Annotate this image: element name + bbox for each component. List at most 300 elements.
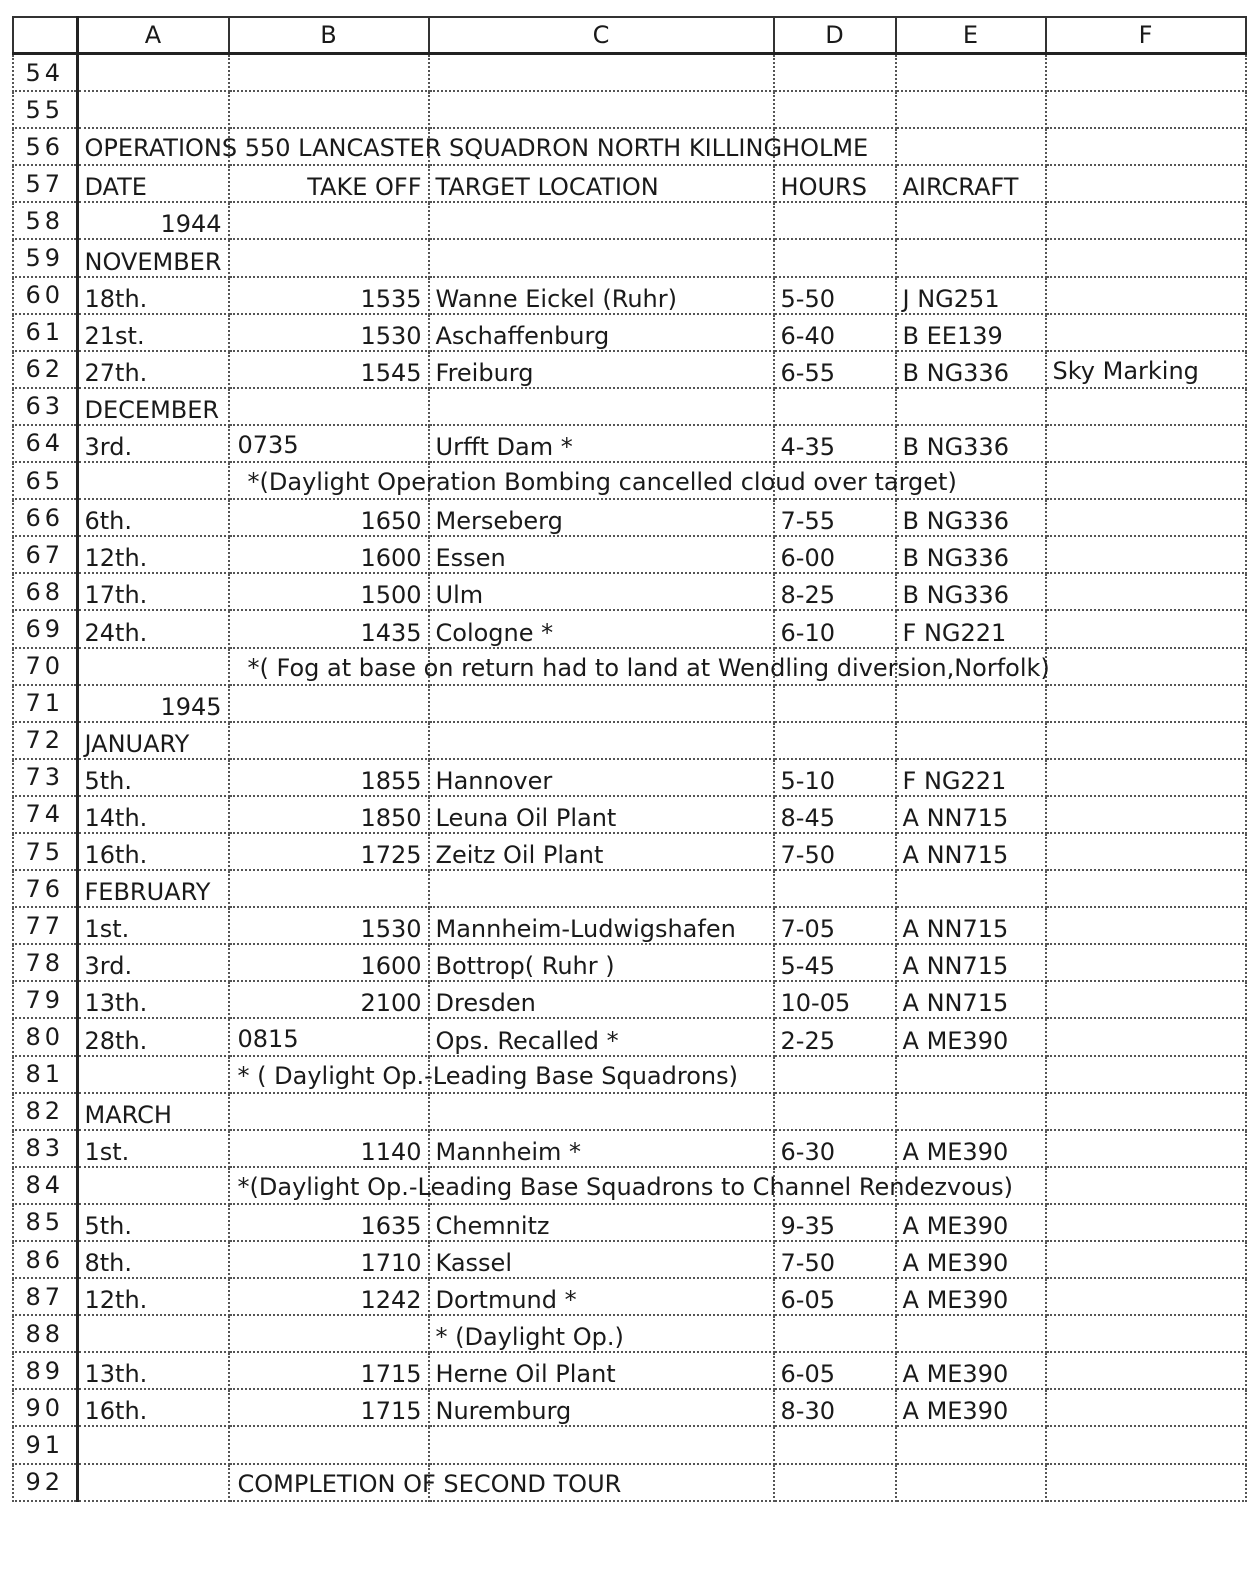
cell-d[interactable]	[774, 1278, 896, 1315]
cell-a[interactable]	[77, 314, 229, 351]
cell-e[interactable]	[896, 685, 1046, 722]
cell-c[interactable]	[429, 1130, 774, 1167]
cell-e[interactable]	[896, 1056, 1046, 1093]
cell-f[interactable]	[1046, 277, 1246, 314]
cell-e[interactable]	[896, 1464, 1046, 1501]
cell-c[interactable]	[429, 796, 774, 833]
cell-text: Sky Marking	[1052, 356, 1199, 385]
cell-b[interactable]	[229, 648, 1050, 685]
cell-b[interactable]	[229, 277, 429, 314]
cell-e[interactable]	[896, 833, 1046, 870]
cell-b[interactable]	[229, 1093, 429, 1130]
cell-b[interactable]	[229, 425, 429, 462]
row-number[interactable]: 68	[13, 573, 77, 610]
cell-d[interactable]	[774, 314, 896, 351]
row-number[interactable]: 87	[13, 1278, 77, 1315]
cell-d[interactable]	[774, 165, 896, 202]
cell-a[interactable]	[77, 1389, 229, 1426]
cell-a[interactable]	[77, 462, 229, 499]
cell-e[interactable]	[896, 981, 1046, 1018]
cell-text: 1500	[360, 581, 422, 610]
cell-b[interactable]	[229, 796, 429, 833]
cell-a[interactable]	[77, 239, 229, 276]
cell-a[interactable]	[77, 1241, 229, 1278]
cell-a[interactable]	[77, 1130, 229, 1167]
cell-text: A ME390	[902, 1212, 1009, 1240]
cell-c[interactable]	[429, 1389, 774, 1426]
cell-b[interactable]	[229, 1018, 429, 1055]
cell-d[interactable]	[774, 944, 896, 981]
cell-d[interactable]	[774, 907, 896, 944]
cell-a[interactable]	[77, 573, 229, 610]
cell-c[interactable]	[429, 1352, 774, 1389]
cell-a[interactable]	[77, 1315, 229, 1352]
cell-e[interactable]	[896, 944, 1046, 981]
cell-c[interactable]	[429, 759, 774, 796]
cell-d[interactable]	[774, 1241, 896, 1278]
cell-e[interactable]	[896, 1426, 1046, 1463]
cell-a[interactable]	[77, 536, 229, 573]
cell-b[interactable]	[229, 1315, 429, 1352]
cell-c[interactable]	[429, 314, 774, 351]
cell-f[interactable]	[1046, 1241, 1246, 1278]
cell-d[interactable]	[774, 796, 896, 833]
cell-b[interactable]	[229, 1241, 429, 1278]
cell-c[interactable]	[429, 907, 774, 944]
cell-c[interactable]	[429, 610, 774, 647]
cell-b[interactable]	[229, 1167, 1013, 1204]
cell-c[interactable]	[429, 388, 774, 425]
row-number[interactable]: 91	[13, 1426, 77, 1463]
cell-c[interactable]	[429, 91, 774, 128]
cell-d[interactable]	[774, 833, 896, 870]
cell-e[interactable]	[896, 388, 1046, 425]
cell-f[interactable]	[1046, 314, 1246, 351]
cell-d[interactable]	[774, 610, 896, 647]
cell-text: A NN715	[902, 841, 1009, 870]
column-header-d[interactable]: D	[774, 17, 896, 54]
cell-a[interactable]	[77, 128, 869, 165]
cell-a[interactable]	[77, 722, 229, 759]
cell-b[interactable]	[229, 1352, 429, 1389]
cell-d[interactable]	[774, 1315, 896, 1352]
cell-a[interactable]	[77, 54, 229, 92]
cell-a[interactable]	[77, 165, 229, 202]
cell-e[interactable]	[896, 573, 1046, 610]
cell-f[interactable]	[1046, 91, 1246, 128]
cell-text: 14th.	[84, 803, 148, 832]
cell-d[interactable]	[774, 870, 896, 907]
column-header-e[interactable]: E	[896, 17, 1046, 54]
cell-e[interactable]	[896, 796, 1046, 833]
cell-b[interactable]	[229, 722, 429, 759]
cell-b[interactable]	[229, 833, 429, 870]
cell-text: 8th.	[84, 1249, 133, 1278]
cell-f[interactable]	[1046, 128, 1246, 165]
cell-c[interactable]	[429, 351, 774, 388]
row-number[interactable]: 85	[13, 1204, 77, 1241]
row-number[interactable]: 82	[13, 1093, 77, 1130]
cell-b[interactable]	[229, 239, 429, 276]
row-number[interactable]: 80	[13, 1018, 77, 1055]
cell-b[interactable]	[229, 202, 429, 239]
row-number[interactable]: 71	[13, 685, 77, 722]
cell-e[interactable]	[896, 610, 1046, 647]
row-number[interactable]: 92	[13, 1464, 77, 1501]
cell-e[interactable]	[896, 759, 1046, 796]
row-number[interactable]: 64	[13, 425, 77, 462]
cell-f[interactable]	[1046, 1464, 1246, 1501]
cell-d[interactable]	[774, 91, 896, 128]
cell-b[interactable]	[229, 759, 429, 796]
cell-d[interactable]	[774, 54, 896, 92]
cell-e[interactable]	[896, 1204, 1046, 1241]
cell-e[interactable]	[896, 1315, 1046, 1352]
cell-e[interactable]	[896, 499, 1046, 536]
cell-c[interactable]	[429, 1018, 774, 1055]
cell-f[interactable]	[1046, 796, 1246, 833]
cell-e[interactable]	[896, 54, 1046, 92]
cell-text: A NN715	[902, 915, 1009, 944]
cell-a[interactable]	[77, 425, 229, 462]
cell-f[interactable]	[1046, 722, 1246, 759]
cell-a[interactable]	[77, 1093, 229, 1130]
cell-c[interactable]	[429, 833, 774, 870]
cell-a[interactable]	[77, 610, 229, 647]
cell-text: A NN715	[902, 803, 1009, 832]
cell-a[interactable]	[77, 1056, 229, 1093]
cell-d[interactable]	[774, 1018, 896, 1055]
column-header-b[interactable]: B	[229, 17, 429, 54]
cell-e[interactable]	[896, 1241, 1046, 1278]
cell-d[interactable]	[774, 573, 896, 610]
cell-d[interactable]	[774, 1464, 896, 1501]
cell-a[interactable]	[77, 870, 229, 907]
cell-d[interactable]	[774, 722, 896, 759]
cell-e[interactable]	[896, 907, 1046, 944]
cell-f[interactable]	[1046, 1056, 1246, 1093]
cell-f[interactable]	[1046, 1389, 1246, 1426]
cell-f[interactable]	[1046, 1204, 1246, 1241]
cell-e[interactable]	[896, 165, 1046, 202]
cell-text: B NG336	[902, 358, 1009, 387]
cell-text: 0735	[237, 431, 299, 460]
cell-d[interactable]	[774, 425, 896, 462]
row-number[interactable]: 61	[13, 314, 77, 351]
cell-text: 1530	[360, 321, 422, 350]
cell-a[interactable]	[77, 759, 229, 796]
cell-a[interactable]	[77, 1352, 229, 1389]
row-number[interactable]: 73	[13, 759, 77, 796]
cell-f[interactable]	[1046, 833, 1246, 870]
row-number[interactable]: 58	[13, 202, 77, 239]
cell-a[interactable]	[77, 499, 229, 536]
cell-f[interactable]	[1046, 573, 1246, 610]
cell-a[interactable]	[77, 1018, 229, 1055]
cell-c[interactable]	[429, 573, 774, 610]
cell-text: Leuna Oil Plant	[435, 803, 617, 832]
cell-text: 5-45	[780, 952, 835, 981]
cell-c[interactable]	[429, 1278, 774, 1315]
cell-f[interactable]	[1046, 388, 1246, 425]
cell-c[interactable]	[429, 981, 774, 1018]
cell-c[interactable]	[429, 1426, 774, 1463]
cell-f[interactable]	[1046, 1352, 1246, 1389]
row-number[interactable]: 55	[13, 91, 77, 128]
select-all-corner[interactable]	[13, 17, 77, 54]
cell-f[interactable]	[1046, 499, 1246, 536]
cell-e[interactable]	[896, 239, 1046, 276]
cell-b[interactable]	[229, 907, 429, 944]
cell-e[interactable]	[896, 91, 1046, 128]
cell-c[interactable]	[429, 425, 774, 462]
row-number[interactable]: 76	[13, 870, 77, 907]
cell-text: * (Daylight Op.)	[435, 1323, 624, 1352]
cell-c[interactable]	[429, 536, 774, 573]
cell-e[interactable]	[896, 1278, 1046, 1315]
cell-a[interactable]	[77, 1464, 229, 1501]
cell-c[interactable]	[429, 944, 774, 981]
cell-f[interactable]	[1046, 759, 1246, 796]
cell-b[interactable]	[229, 1278, 429, 1315]
cell-b[interactable]	[229, 536, 429, 573]
cell-f[interactable]	[1046, 648, 1246, 685]
row-number[interactable]: 70	[13, 648, 77, 685]
row-number[interactable]: 62	[13, 351, 77, 388]
cell-text: Herne Oil Plant	[435, 1360, 616, 1389]
cell-c[interactable]	[429, 870, 774, 907]
row-number[interactable]: 65	[13, 462, 77, 499]
cell-b[interactable]	[229, 1389, 429, 1426]
cell-f[interactable]	[1046, 944, 1246, 981]
cell-d[interactable]	[774, 1389, 896, 1426]
cell-text: 1140	[360, 1137, 422, 1166]
cell-f[interactable]	[1046, 907, 1246, 944]
cell-f[interactable]	[1046, 54, 1246, 92]
cell-f[interactable]	[1046, 425, 1246, 462]
sheet-row	[13, 1204, 1246, 1241]
row-number[interactable]: 84	[13, 1167, 77, 1204]
cell-d[interactable]	[774, 536, 896, 573]
sheet-body	[13, 54, 1246, 1501]
cell-c[interactable]	[429, 1093, 774, 1130]
cell-f[interactable]	[1046, 981, 1246, 1018]
row-number[interactable]: 78	[13, 944, 77, 981]
column-header-f[interactable]: F	[1046, 17, 1246, 54]
sheet-row	[13, 499, 1246, 536]
row-number[interactable]: 60	[13, 277, 77, 314]
cell-text: 6-05	[780, 1360, 835, 1389]
cell-a[interactable]	[77, 202, 229, 239]
cell-a[interactable]	[77, 1167, 229, 1204]
row-number[interactable]: 83	[13, 1130, 77, 1167]
row-number[interactable]: 89	[13, 1352, 77, 1389]
cell-a[interactable]	[77, 648, 229, 685]
cell-c[interactable]	[429, 499, 774, 536]
cell-b[interactable]	[229, 944, 429, 981]
cell-text: F NG221	[902, 618, 1007, 647]
cell-d[interactable]	[774, 981, 896, 1018]
cell-e[interactable]	[896, 128, 1046, 165]
cell-e[interactable]	[896, 1018, 1046, 1055]
cell-d[interactable]	[774, 1056, 896, 1093]
cell-c[interactable]	[429, 54, 774, 92]
row-number[interactable]: 88	[13, 1315, 77, 1352]
cell-c[interactable]	[429, 277, 774, 314]
cell-f[interactable]	[1046, 536, 1246, 573]
cell-e[interactable]	[896, 536, 1046, 573]
cell-b[interactable]	[229, 1056, 738, 1093]
cell-f[interactable]	[1046, 1426, 1246, 1463]
cell-b[interactable]	[229, 1130, 429, 1167]
cell-b[interactable]	[229, 462, 957, 499]
cell-d[interactable]	[774, 388, 896, 425]
cell-b[interactable]	[229, 870, 429, 907]
cell-d[interactable]	[774, 239, 896, 276]
cell-b[interactable]	[229, 981, 429, 1018]
cell-f[interactable]	[1046, 685, 1246, 722]
cell-d[interactable]	[774, 759, 896, 796]
cell-b[interactable]	[229, 1464, 622, 1501]
cell-d[interactable]	[774, 277, 896, 314]
cell-a[interactable]	[77, 1204, 229, 1241]
cell-text: 28th.	[84, 1026, 148, 1055]
row-number[interactable]: 63	[13, 388, 77, 425]
cell-f[interactable]	[1046, 1130, 1246, 1167]
cell-a[interactable]	[77, 685, 229, 722]
cell-f[interactable]	[1046, 202, 1246, 239]
cell-f[interactable]	[1046, 610, 1246, 647]
column-header-c[interactable]: C	[429, 17, 774, 54]
cell-d[interactable]	[774, 1426, 896, 1463]
cell-d[interactable]	[774, 202, 896, 239]
sheet-row	[13, 277, 1246, 314]
cell-a[interactable]	[77, 833, 229, 870]
cell-text: Ulm	[435, 581, 484, 610]
cell-e[interactable]	[896, 202, 1046, 239]
cell-c[interactable]	[429, 685, 774, 722]
cell-a[interactable]	[77, 1278, 229, 1315]
cell-a[interactable]	[77, 907, 229, 944]
cell-b[interactable]	[229, 165, 429, 202]
cell-c[interactable]	[429, 239, 774, 276]
cell-f[interactable]	[1046, 1278, 1246, 1315]
cell-b[interactable]	[229, 54, 429, 92]
cell-f[interactable]	[1046, 351, 1246, 388]
row-number[interactable]: 74	[13, 796, 77, 833]
row-number[interactable]: 90	[13, 1389, 77, 1426]
cell-c[interactable]	[429, 165, 774, 202]
cell-e[interactable]	[896, 1389, 1046, 1426]
cell-f[interactable]	[1046, 462, 1246, 499]
cell-text: 9-35	[780, 1212, 835, 1240]
cell-a[interactable]	[77, 981, 229, 1018]
cell-f[interactable]	[1046, 165, 1246, 202]
cell-text: 0815	[237, 1024, 299, 1053]
cell-e[interactable]	[896, 1352, 1046, 1389]
cell-e[interactable]	[896, 1093, 1046, 1130]
cell-a[interactable]	[77, 796, 229, 833]
cell-b[interactable]	[229, 351, 429, 388]
cell-text: 7-55	[780, 507, 835, 536]
cell-a[interactable]	[77, 91, 229, 128]
cell-d[interactable]	[774, 1093, 896, 1130]
cell-d[interactable]	[774, 685, 896, 722]
cell-c[interactable]	[429, 722, 774, 759]
cell-c[interactable]	[429, 1315, 774, 1352]
cell-b[interactable]	[229, 91, 429, 128]
cell-c[interactable]	[429, 202, 774, 239]
cell-b[interactable]	[229, 1204, 429, 1241]
row-number[interactable]: 75	[13, 833, 77, 870]
row-number[interactable]: 86	[13, 1241, 77, 1278]
row-number[interactable]: 77	[13, 907, 77, 944]
cell-e[interactable]	[896, 722, 1046, 759]
row-number[interactable]: 56	[13, 128, 77, 165]
cell-e[interactable]	[896, 870, 1046, 907]
row-number[interactable]: 57	[13, 165, 77, 202]
row-number[interactable]: 79	[13, 981, 77, 1018]
cell-b[interactable]	[229, 499, 429, 536]
cell-f[interactable]	[1046, 1167, 1246, 1204]
row-number[interactable]: 72	[13, 722, 77, 759]
cell-e[interactable]	[896, 1130, 1046, 1167]
cell-e[interactable]	[896, 314, 1046, 351]
row-number[interactable]: 59	[13, 239, 77, 276]
cell-a[interactable]	[77, 944, 229, 981]
cell-f[interactable]	[1046, 239, 1246, 276]
cell-d[interactable]	[774, 1130, 896, 1167]
cell-a[interactable]	[77, 1426, 229, 1463]
cell-text: B NG336	[902, 544, 1009, 573]
cell-b[interactable]	[229, 685, 429, 722]
cell-c[interactable]	[429, 1204, 774, 1241]
row-number[interactable]: 66	[13, 499, 77, 536]
cell-f[interactable]	[1046, 1093, 1246, 1130]
row-number[interactable]: 54	[13, 54, 77, 92]
cell-b[interactable]	[229, 314, 429, 351]
cell-b[interactable]	[229, 573, 429, 610]
cell-c[interactable]	[429, 1241, 774, 1278]
cell-f[interactable]	[1046, 1018, 1246, 1055]
column-header-a[interactable]: A	[77, 17, 229, 54]
row-number[interactable]: 81	[13, 1056, 77, 1093]
cell-d[interactable]	[774, 499, 896, 536]
cell-d[interactable]	[774, 1204, 896, 1241]
sheet-row	[13, 1426, 1246, 1463]
cell-b[interactable]	[229, 388, 429, 425]
cell-a[interactable]	[77, 388, 229, 425]
cell-text: 1535	[360, 284, 422, 313]
cell-b[interactable]	[229, 1426, 429, 1463]
cell-a[interactable]	[77, 351, 229, 388]
cell-e[interactable]	[896, 277, 1046, 314]
row-number[interactable]: 67	[13, 536, 77, 573]
cell-d[interactable]	[774, 351, 896, 388]
cell-a[interactable]	[77, 277, 229, 314]
cell-e[interactable]	[896, 351, 1046, 388]
cell-text: 6-10	[780, 618, 835, 647]
cell-e[interactable]	[896, 425, 1046, 462]
sheet-row	[13, 462, 1246, 499]
cell-d[interactable]	[774, 1352, 896, 1389]
cell-f[interactable]	[1046, 1315, 1246, 1352]
cell-text: A ME390	[902, 1286, 1009, 1315]
row-number[interactable]: 69	[13, 610, 77, 647]
cell-b[interactable]	[229, 610, 429, 647]
cell-f[interactable]	[1046, 870, 1246, 907]
sheet-row	[13, 796, 1246, 833]
